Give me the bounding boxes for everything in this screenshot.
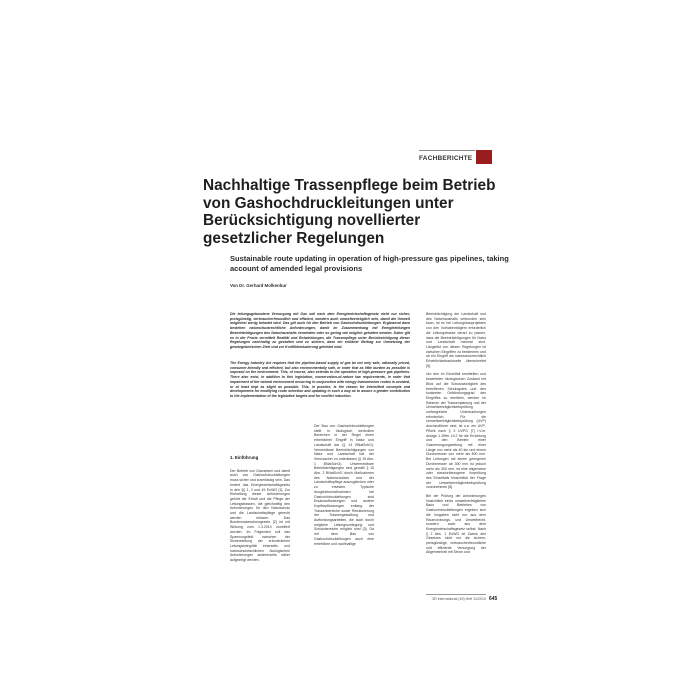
abstract-german: Die leitungsgebundene Versorgung mit Gas soll nach dem Energiewirtschaftsgesetz nicht nur sicher, preisgünstig, verbraucherfreundlich und effizient, sondern auch umweltverträglich sein, damit die Umwelt möglichst wenig belastet wird. Das gilt auch für den Betrieb von Gashochdruckleitungen. Ergänzend dazu bestehen naturschutzrechtliche Anforderungen, damit im Zusammenhang mit Energieleitungen Beeinträchtigungen des Naturhaushalts vermieden oder so gering wie möglich gehalten werden. Daher gilt es in der Praxis vermittelt Realität und Entwicklungen, die Trassenpflege unter Berücksichtigung dieser Regelungen nachhaltig zu gestalten und zu sichern, dass ein erklärter Beitrag zur Umsetzung der gesetzgeberischen Ziele und zur Konfliktreduzierung geleistet wird. (230, 312, 410, 349)
paragraph: Der Betrieb von Gasnetzen und damit auch von Gashochdruckleitungen muss sicher und zuverlässig sein. Das fordert das Energiewirtschaftsgesetz in den §§ 1, 2 und 49 EnWG [1]. Zur Einhaltung dieser Anforderungen gehört der Erhalt und die Pflege der Leitungstrassen, die gleichzeitig den Anforderungen für den Naturschutz und die Landschaftspflege gerecht werden müssen. Das Bundesnaturschutzgesetz [2] ist mit Wirkung zum 1.3.2010 novelliert worden. Im Folgenden soll das Spannungsfeld zwischen der Sicherstellung der erforderlichen Leitungsintegrität einerseits und naturschutzfachlichen ökologischen Anforderungen andererseits näher aufgezeigt werden. (230, 468, 290, 563)
article-subtitle: Sustainable route updating in operation of high-pressure gas pipelines, taking account of amended legal provisions (230, 254, 509, 273)
section-tag: FACHBERICHTE (419, 155, 473, 162)
paragraph: Um den im Einzelfall ermittelten und bewerteten ökologischen Zustand mit Blick auf die Schutzwürdigkeit des betroffenen Schutzgutes und den konkreten Gefährdungsgrad des Eingriffes zu ermitteln, werden im Rahmen der Trassenplanung und der Umweltverträglichkeitsprüfung umfangreiche Untersuchungen erforderlich. Für die Umweltverträglichkeitsprüfung (UVP) durchzuführen sind, ist u.a. ein UVP-Pflicht nach § 3 UVPG [7] i.V.m. Anlage 1 Ziffer 19.2 für die Errichtung und den Betrieb einer Gasversorgungsleitung mit einer Länge von mehr als 40 km und einem Durchmesser von mehr als 800 mm. Bei Leitungen mit einem geringeren Durchmesser ab 300 mm ist jedoch mehr als 300 mm, ist eine allgemeine oder standortbezogene Vorprüfung des Einzelfalls hinsichtlich der Frage der Umweltverträglichkeitsprüfung vorzunehmen [8]. (426, 372, 486, 490)
body-column-1 (230, 456, 290, 567)
section-rule (419, 150, 475, 151)
paragraph: Bei der Prüfung der Anforderungen hinsichtlich eines umweltverträglichen Baus und Betriebes von Gashochdruckleitungen ergeben sich die Vorgaben nicht nur aus dem Raumordnungs- und Umweltrecht, sondern auch aus dem Energiewirtschaftsgesetz selbst. Nach § 2 Abs. 1 EnWG ist Zweck des Gesetzes nicht nur die sichere, preisgünstige, verbraucherfreundliche und effiziente Versorgung der Allgemeinheit mit Strom und (426, 494, 486, 555)
paragraph: Beeinträchtigung der Landschaft und des Naturhaushalts verbunden sein kann, ist es bei Leitungsbauprojekten von den Vorhabenträgern erforderlich die Leitungstrasse derart zu planen, dass die Beeinträchtigungen für Natur und Landschaft minimal sind. Längsbild von diesen Regelungen ist zwischen Eingriffen zu bestimmen und ob ein Eingriff als naturschutzrechtlich Erheblichkeitsschwelle überschreitet [5]. (426, 312, 486, 368)
body-column-3 (426, 312, 486, 559)
paragraph: Der Bau von Gashochdruckleitungen stellt in ökologisch wertvollen Bereichen in der Regel einen erheblichen Eingriff in Natur und Landschaft dar (§ 14 BNatSchG). Vermeidbare Beeinträchtigungen von Natur und Landschaft hat der Verursacher zu unterlassen (§ 15 Abs. 1 BNatSchG). Unvermeidbare Beeinträchtigungen sind gemäß § 15 Abs. 2 BNatSchG durch Maßnahmen des Naturschutzes und der Landschaftspflege auszugleichen oder zu ersetzen. Typische Ausgleichsmaßnahmen bei Gashochdruckleitungen sind Ersatzaufforstungen und andere Kopfbepflanzungen entlang der Trassenbereiche sowie Renaturierung der Trassengestaltung und Aufforstungsarbeiten, die auch durch mögliche Leitungsumlegung und Schutzbereiche möglich sind [3]. Da mit dem Bau von Gashochdruckleitungen auch eine erhebliche und nachhaltige (314, 424, 374, 546)
article-title: Nachhaltige Trassenpflege beim Betrieb von Gashochdruckleitungen unter Berücksichtigung novellierter gesetzlicher Regelungen (203, 177, 496, 247)
footer-rule (426, 594, 486, 595)
author-line: Von Dr. Gerhard Molkenbur (230, 283, 287, 288)
page-number: 645 (489, 596, 498, 602)
abstract-english: The Energy Industry Act requires that the pipeline-based supply of gas be not only safe, rationally priced, consumer-friendly and efficient, but also environmentally safe, in order that as little burden as possible is imposed on the environment. This, of course, also extends to the operation of high-pressure gas pipelines. There also exist, in addition to this legislation, conservation-of-nature law requirements, in order that impairment of the natural environment occurring in conjunction with energy transmission routes is avoided, or at least kept as slight as possible. This, in practice, is the reason for intensified concepts and developments for modifying route selection and updating in such a way as to assure a greater contribution to the implementation of the legislative targets and for conflict reduction. (230, 361, 410, 398)
section-heading: 1. Einführung (230, 455, 259, 460)
body-column-2 (314, 424, 374, 550)
footer-journal: 3R international (49) Heft 11/2010 (432, 597, 486, 601)
section-accent-block (476, 150, 492, 164)
